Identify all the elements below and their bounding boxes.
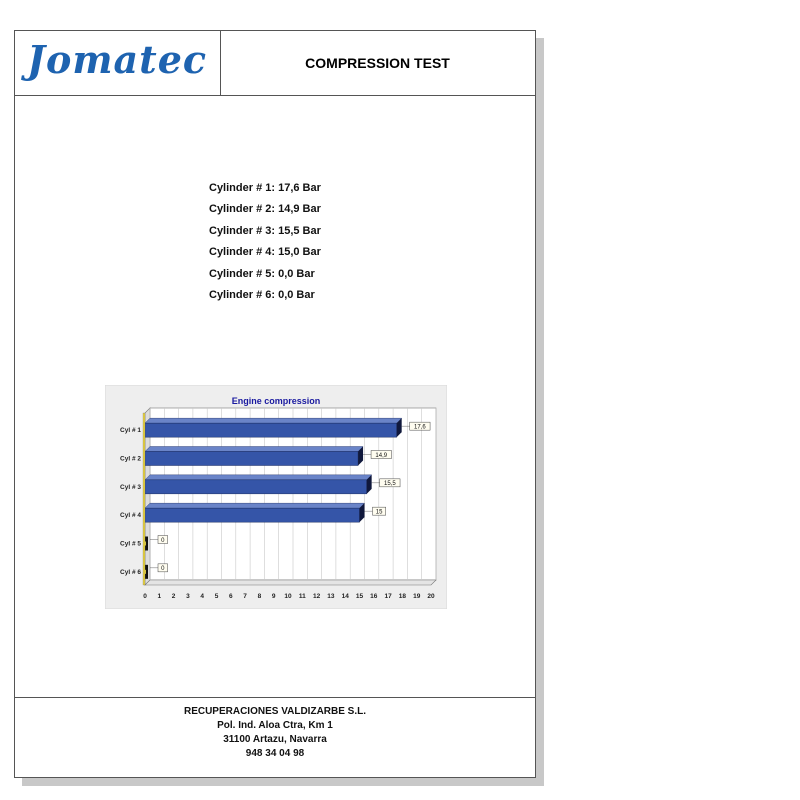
bar-top [145,475,372,480]
company-phone: 948 34 04 98 [245,748,305,759]
reading-cylinder-6: Cylinder # 6: 0,0 Bar [209,288,315,301]
reading-cylinder-4: Cylinder # 4: 15,0 Bar [209,246,321,259]
x-tick-label: 7 [243,593,247,600]
x-tick-label: 13 [327,593,335,600]
chart-title: Engine compression [231,396,321,406]
bar [145,480,367,494]
company-address: Pol. Ind. Aloa Ctra, Km 1 [217,720,333,731]
report-page [14,30,536,778]
y-tick-label: Cyl # 1 [120,427,141,435]
plot-floor [145,580,436,585]
x-tick-label: 9 [271,593,276,600]
y-axis-stripe [143,413,145,585]
x-tick-label: 3 [186,593,190,600]
x-tick-label: 4 [200,593,205,600]
x-tick-label: 11 [298,593,306,600]
bar-top [145,503,365,508]
value-label: 17,6 [414,424,426,431]
x-tick-label: 16 [370,593,378,600]
x-tick-label: 12 [312,593,321,600]
x-tick-label: 15 [355,593,364,600]
reading-cylinder-3: Cylinder # 3: 15,5 Bar [209,224,321,237]
report-header [15,31,535,96]
bar-top [145,418,402,423]
bar [145,508,360,522]
x-tick-label: 14 [341,593,349,600]
y-tick-label: Cyl # 4 [120,512,141,520]
x-tick-label: 17 [384,593,392,600]
y-tick-label: Cyl # 5 [120,540,141,548]
x-tick-label: 10 [284,593,292,600]
company-city: 31100 Artazu, Navarra [223,734,327,745]
x-tick-label: 6 [228,593,233,600]
cylinder-readings [209,181,409,309]
bar [145,423,397,437]
x-tick-label: 20 [427,593,435,600]
value-label: 0 [161,537,165,544]
x-tick-label: 8 [257,593,262,600]
value-label: 0 [161,566,165,573]
value-label: 15 [375,509,383,516]
y-tick-label: Cyl # 3 [120,483,141,491]
x-tick-label: 2 [171,593,176,600]
reading-cylinder-2: Cylinder # 2: 14,9 Bar [209,203,321,216]
company-name: RECUPERACIONES VALDIZARBE S.L. [183,706,367,717]
footer-divider [15,697,535,698]
reading-cylinder-5: Cylinder # 5: 0,0 Bar [209,267,315,280]
bar [145,452,358,466]
x-tick-label: 18 [398,593,407,600]
document-title: COMPRESSION TEST [305,55,450,71]
y-tick-label: Cyl # 6 [120,568,141,576]
x-tick-label: 0 [143,593,147,600]
report-footer [15,705,535,761]
logo-cell [15,31,221,95]
x-tick-label: 19 [413,593,421,600]
reading-cylinder-1: Cylinder # 1: 17,6 Bar [209,182,321,194]
x-tick-label: 1 [157,593,162,600]
value-label: 14,9 [375,452,388,459]
engine-compression-chart [105,385,447,609]
bar-top [145,447,363,452]
company-logo: Jomatec [27,37,208,82]
y-tick-label: Cyl # 2 [120,455,141,463]
value-label: 15,5 [384,481,396,488]
x-tick-label: 5 [214,593,219,600]
